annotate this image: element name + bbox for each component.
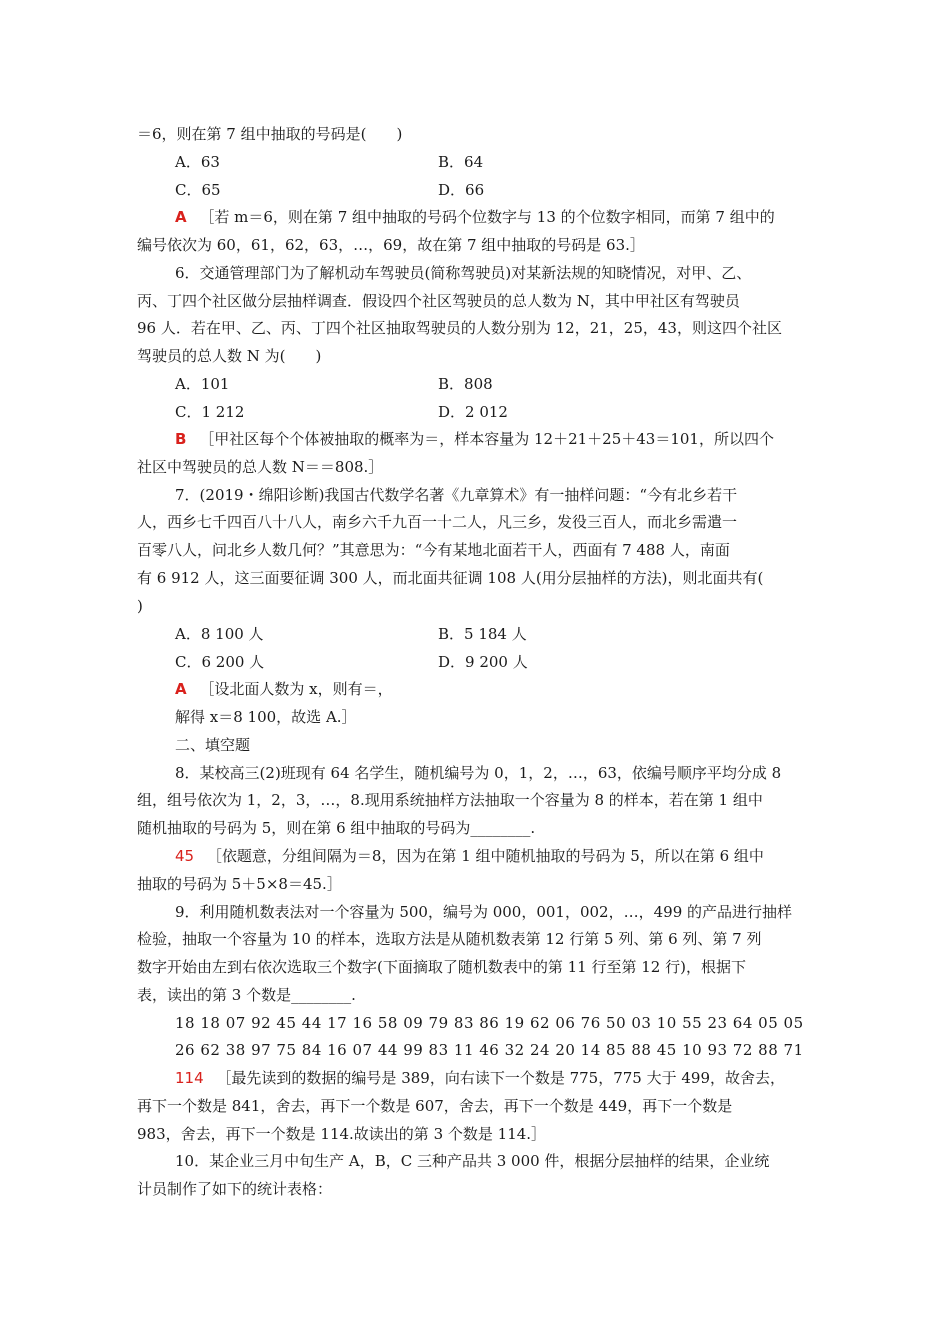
q8-answer: 45 bbox=[175, 847, 195, 865]
q6-stem-line-2: 丙、丁四个社区做分层抽样调查．假设四个社区驾驶员的总人数为 N，其中甲社区有驾驶员 bbox=[137, 292, 740, 310]
q7-stem-line-2: 人，西乡七千四百八十八人，南乡六千九百一十二人，凡三乡，发役三百人，而北乡需遣一 bbox=[137, 513, 738, 531]
q6-stem-line-3: 96 人．若在甲、乙、丙、丁四个社区抽取驾驶员的人数分别为 12，21，25，43，则这四个社区 bbox=[137, 319, 782, 337]
q9-stem-line-3: 数字开始由左到右依次选取三个数字(下面摘取了随机数表中的第 11 行至第 12 行)，根据下 bbox=[137, 958, 746, 976]
q7-option-b: B．5 184 人 bbox=[438, 625, 527, 643]
q7-answer-letter: A bbox=[175, 680, 187, 698]
q5-explain-text-1: ［若 m＝6，则在第 7 组中抽取的号码个位数字与 13 的个位数字相同，而第 7 组中的 bbox=[199, 208, 775, 226]
q7-stem-line-4: 有 6 912 人，这三面要征调 300 人，而北面共征调 108 人(用分层抽样的方法)，则北面共有( bbox=[137, 569, 764, 587]
q7-stem-line-3: 百零八人，问北乡人数几何？”其意思为：“今有某地北面若干人，西面有 7 488 人，南面 bbox=[137, 541, 730, 559]
q7-stem-line-5: ) bbox=[137, 597, 143, 615]
q7-explain-text-1: ［设北面人数为 x，则有＝， bbox=[199, 680, 393, 698]
q7-option-d: D．9 200 人 bbox=[438, 653, 528, 671]
q7-option-a: A．8 100 人 bbox=[175, 625, 264, 643]
section-heading-fill-in: 二、填空题 bbox=[175, 736, 251, 754]
q6-option-a: A．101 bbox=[175, 375, 230, 393]
q5-stem-tail: ＝6，则在第 7 组中抽取的号码是( ) bbox=[137, 125, 403, 143]
q5-option-d: D．66 bbox=[438, 181, 485, 199]
q6-stem-line-4: 驾驶员的总人数 N 为( ) bbox=[137, 347, 322, 365]
q8-explain-text-1: ［依题意，分组间隔为＝8，因为在第 1 组中随机抽取的号码为 5，所以在第 6 组中 bbox=[206, 847, 764, 865]
q9-stem-line-4: 表，读出的第 3 个数是________. bbox=[137, 986, 356, 1004]
q8-explain-line-2: 抽取的号码为 5＋5×8＝45.］ bbox=[137, 875, 342, 893]
q7-explain-line-2: 解得 x＝8 100，故选 A.］ bbox=[175, 708, 357, 726]
q8-stem-line-3: 随机抽取的号码为 5，则在第 6 组中抽取的号码为________. bbox=[137, 819, 536, 837]
q6-explain-text-1: ［甲社区每个个体被抽取的概率为＝，样本容量为 12＋21＋25＋43＝101，所以四个 bbox=[199, 430, 774, 448]
q9-answer: 114 bbox=[175, 1069, 204, 1087]
q7-option-c: C．6 200 人 bbox=[175, 653, 265, 671]
q9-stem-line-1: 9．利用随机数表法对一个容量为 500，编号为 000，001，002，…，499 的产品进行抽样 bbox=[175, 903, 793, 921]
q5-explain-line-1 bbox=[175, 207, 775, 227]
q10-stem-line-1: 10．某企业三月中旬生产 A，B，C 三种产品共 3 000 件，根据分层抽样的结果，企业统 bbox=[175, 1152, 770, 1170]
q9-explain-line-3: 983，舍去，再下一个数是 114.故读出的第 3 个数是 114.］ bbox=[137, 1125, 547, 1143]
q9-random-table-row-12: 26 62 38 97 75 84 16 07 44 99 83 11 46 32 24 20 14 85 88 45 10 93 72 88 71 bbox=[175, 1041, 804, 1059]
q7-explain-line-1 bbox=[175, 679, 393, 699]
q6-explain-line-2: 社区中驾驶员的总人数 N＝＝808.］ bbox=[137, 458, 384, 476]
q5-answer-letter: A bbox=[175, 208, 187, 226]
q6-answer-letter: B bbox=[175, 430, 187, 448]
q9-random-table-row-11: 18 18 07 92 45 44 17 16 58 09 79 83 86 19 62 06 76 50 03 10 55 23 64 05 05 bbox=[175, 1014, 804, 1032]
q5-explain-line-2: 编号依次为 60，61，62，63，…，69，故在第 7 组中抽取的号码是 63.］ bbox=[137, 236, 645, 254]
q8-explain-line-1 bbox=[175, 846, 764, 866]
q10-stem-line-2: 计员制作了如下的统计表格： bbox=[137, 1180, 333, 1198]
q5-option-a: A．63 bbox=[175, 153, 220, 171]
q5-option-b: B．64 bbox=[438, 153, 484, 171]
q6-option-b: B．808 bbox=[438, 375, 493, 393]
q9-stem-line-2: 检验，抽取一个容量为 10 的样本，选取方法是从随机数表第 12 行第 5 列、第 6 列、第 7 列 bbox=[137, 930, 762, 948]
q8-stem-line-2: 组，组号依次为 1，2，3，…，8.现用系统抽样方法抽取一个容量为 8 的样本，若在第 1 组中 bbox=[137, 791, 763, 809]
q7-stem-line-1: 7．(2019・绵阳诊断)我国古代数学名著《九章算术》有一抽样问题：“今有北乡若干 bbox=[175, 486, 738, 504]
q6-option-d: D．2 012 bbox=[438, 403, 508, 421]
q9-explain-line-1 bbox=[175, 1068, 785, 1088]
q6-stem-line-1: 6．交通管理部门为了解机动车驾驶员(简称驾驶员)对某新法规的知晓情况，对甲、乙、 bbox=[175, 264, 752, 282]
q6-option-c: C．1 212 bbox=[175, 403, 245, 421]
q8-stem-line-1: 8．某校高三(2)班现有 64 名学生，随机编号为 0，1，2，…，63，依编号顺序平均分成 8 bbox=[175, 764, 782, 782]
q5-option-c: C．65 bbox=[175, 181, 221, 199]
q9-explain-text-1: ［最先读到的数据的编号是 389，向右读下一个数是 775，775 大于 499，故舍去， bbox=[216, 1069, 786, 1087]
q9-explain-line-2: 再下一个数是 841，舍去，再下一个数是 607，舍去，再下一个数是 449，再下一个数是 bbox=[137, 1097, 733, 1115]
q6-explain-line-1 bbox=[175, 429, 774, 449]
